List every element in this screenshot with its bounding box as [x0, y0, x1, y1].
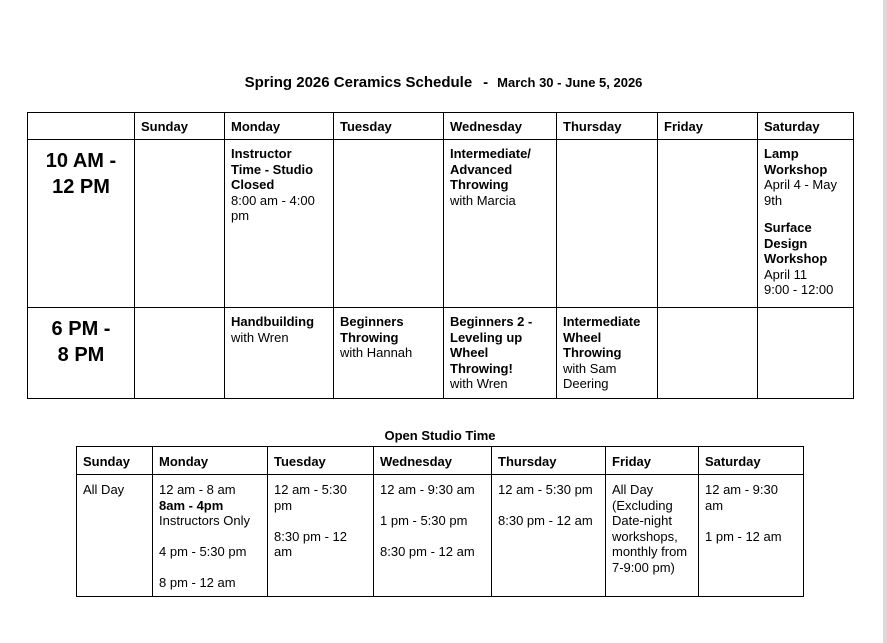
- class-name: Closed: [231, 177, 275, 192]
- header-day: Tuesday: [268, 447, 374, 475]
- morning-time-slot: 10 AM - 12 PM: [28, 140, 135, 308]
- title-separator: -: [483, 74, 489, 91]
- class-detail: with Hannah: [340, 345, 413, 360]
- class-name: Leveling up: [450, 329, 523, 345]
- header-time-cell: [28, 113, 135, 140]
- class-name: Handbuilding: [231, 314, 315, 329]
- class-name: Workshop: [764, 161, 828, 177]
- evening-friday-cell: [658, 308, 758, 399]
- open-studio-saturday: 12 am - 9:30 am 1 pm - 12 am: [699, 475, 804, 597]
- open-studio-friday: All Day (Excluding Date-night workshops, monthly from 7-9:00 pm): [606, 475, 699, 597]
- evening-saturday-cell: [758, 308, 854, 399]
- class-name: Lamp: [764, 146, 799, 161]
- class-name: Surface: [764, 220, 812, 235]
- class-name: Advanced: [450, 161, 513, 177]
- class-name: Beginners 2 -: [450, 314, 533, 329]
- header-day: Sunday: [77, 447, 153, 475]
- evening-tuesday-cell: [334, 308, 444, 399]
- header-day: Friday: [658, 113, 758, 140]
- morning-tuesday-cell: [334, 140, 444, 308]
- evening-thursday-cell: [557, 308, 658, 399]
- header-day: Thursday: [557, 113, 658, 140]
- morning-saturday-cell: [758, 140, 854, 308]
- class-schedule-table: [27, 112, 854, 399]
- header-day: Sunday: [135, 113, 225, 140]
- open-studio-wednesday: 12 am - 9:30 am 1 pm - 5:30 pm 8:30 pm - 12 am: [374, 475, 492, 597]
- open-studio-hours-row: [77, 475, 804, 597]
- schedule-header-row: [28, 113, 854, 140]
- class-name: Throwing: [563, 345, 622, 360]
- class-name: Intermediate/: [450, 146, 531, 161]
- open-studio-tuesday: 12 am - 5:30 pm 8:30 pm - 12 am: [268, 475, 374, 597]
- open-studio-monday: 12 am - 8 am 8am - 4pm Instructors Only 4 pm - 5:30 pm 8 pm - 12 am: [153, 475, 268, 597]
- morning-thursday-cell: [557, 140, 658, 308]
- class-detail: with Wren: [231, 329, 289, 345]
- open-studio-header-row: [77, 447, 804, 475]
- header-day: Wednesday: [374, 447, 492, 475]
- evening-sunday-cell: [135, 308, 225, 399]
- class-detail: 8:00 am - 4:00: [231, 192, 315, 208]
- class-name: Intermediate: [563, 314, 641, 329]
- header-day: Tuesday: [334, 113, 444, 140]
- class-detail: with Marcia: [450, 192, 516, 208]
- date-range: March 30 - June 5, 2026: [497, 75, 643, 90]
- class-detail: 9th: [764, 192, 783, 208]
- morning-monday-cell: [225, 140, 334, 308]
- header-day: Thursday: [492, 447, 606, 475]
- header-day: Friday: [606, 447, 699, 475]
- class-name: Time - Studio: [231, 161, 314, 177]
- header-day: Monday: [225, 113, 334, 140]
- schedule-title: Spring 2026 Ceramics Schedule: [244, 74, 473, 91]
- morning-row: [28, 140, 854, 308]
- class-detail: with Wren: [450, 376, 508, 391]
- class-detail: pm: [231, 208, 250, 223]
- class-name: Beginners: [340, 314, 404, 329]
- class-detail: 9:00 - 12:00: [764, 282, 834, 297]
- class-name: Throwing: [340, 329, 399, 345]
- page-edge: [883, 0, 887, 643]
- open-studio-sunday: All Day: [77, 475, 153, 597]
- class-name: Throwing!: [450, 360, 513, 376]
- evening-time-slot: 6 PM - 8 PM: [28, 308, 135, 399]
- class-name: Instructor: [231, 146, 292, 161]
- morning-sunday-cell: [135, 140, 225, 308]
- header-day: Saturday: [758, 113, 854, 140]
- class-detail: Deering: [563, 376, 609, 391]
- header-day: Wednesday: [444, 113, 557, 140]
- class-name: Throwing: [450, 177, 509, 192]
- class-name: Design: [764, 235, 808, 251]
- evening-row: [28, 308, 854, 399]
- header-day: Saturday: [699, 447, 804, 475]
- class-detail: April 4 - May: [764, 177, 837, 192]
- class-name: Workshop: [764, 251, 828, 266]
- evening-monday-cell: [225, 308, 334, 399]
- morning-friday-cell: [658, 140, 758, 308]
- open-studio-table: [76, 446, 804, 597]
- class-detail: with Sam: [563, 360, 617, 376]
- evening-wednesday-cell: [444, 308, 557, 399]
- open-studio-thursday: 12 am - 5:30 pm 8:30 pm - 12 am: [492, 475, 606, 597]
- class-name: Wheel: [450, 345, 489, 360]
- header-day: Monday: [153, 447, 268, 475]
- class-detail: April 11: [764, 266, 808, 282]
- class-name: Wheel: [563, 329, 602, 345]
- page-title: [0, 74, 887, 91]
- morning-wednesday-cell: [444, 140, 557, 308]
- open-studio-title: Open Studio Time: [384, 428, 496, 443]
